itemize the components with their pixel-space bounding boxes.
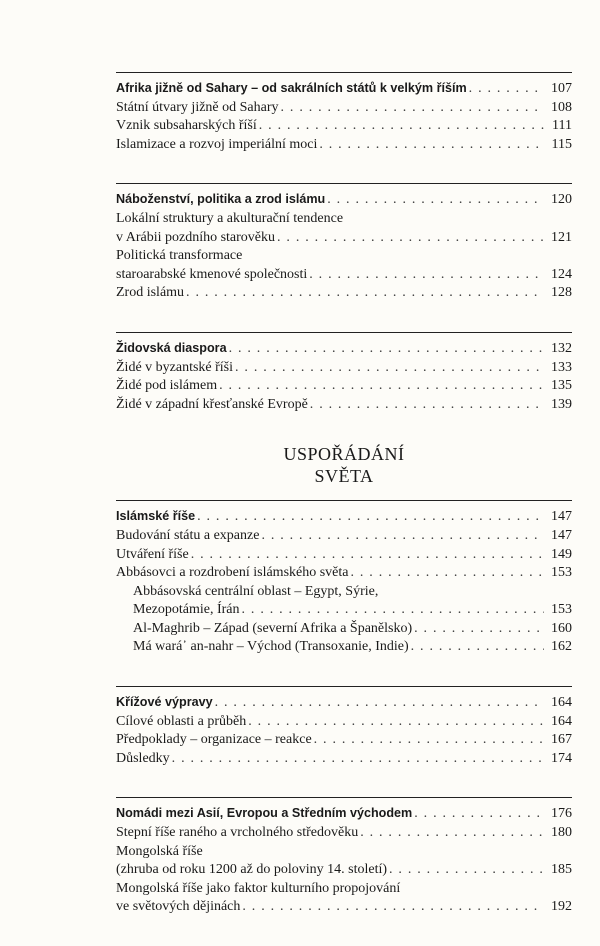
dot-leader: [215, 694, 544, 713]
section-heading: [116, 79, 572, 99]
entry-title-line: Lokální struktury a akulturační tendence: [116, 210, 344, 226]
toc-entry: [116, 564, 572, 583]
toc-entry: [116, 284, 572, 303]
page-number: 164: [551, 713, 572, 729]
page-number: 160: [551, 620, 572, 636]
dot-leader: [172, 750, 544, 769]
toc-entry: [116, 546, 572, 565]
entry-title: Důsledky: [116, 750, 170, 766]
toc-entry: [116, 638, 572, 657]
page-number: 108: [551, 99, 572, 115]
entry-title: Budování státu a expanze: [116, 527, 260, 543]
part-title-line1: USPOŘÁDÁNÍ: [283, 444, 405, 465]
page-number: 121: [551, 229, 572, 245]
toc-entry: [116, 620, 572, 639]
entry-title: Zrod islámu: [116, 285, 185, 301]
dot-leader: [219, 377, 544, 396]
page-number: 153: [551, 565, 572, 581]
page-number: 147: [551, 509, 572, 525]
toc-entry: [116, 731, 572, 750]
dot-leader: [229, 340, 544, 359]
dot-leader: [242, 601, 544, 620]
section-heading: [116, 693, 572, 713]
toc-entry: [116, 117, 572, 136]
page-number: 139: [551, 396, 572, 412]
dot-leader: [248, 713, 544, 732]
page-number: 176: [551, 806, 572, 822]
entry-title: Abbásovci a rozdrobení islámského světa: [116, 565, 349, 581]
entry-title-line: Abbásovská centrální oblast – Egypt, Sýrie,: [133, 583, 379, 599]
part-title: [116, 443, 572, 487]
dot-leader: [327, 191, 544, 210]
page-number: 147: [551, 527, 572, 543]
page-number: 149: [551, 546, 572, 562]
dot-leader: [351, 564, 545, 583]
dot-leader: [411, 638, 544, 657]
section-heading: [116, 804, 572, 824]
toc-entry: [116, 527, 572, 546]
entry-title-line: Politická transformace: [116, 248, 243, 264]
entry-title: Má wará᾽ an-nahr – Východ (Transoxanie, Indie): [133, 639, 409, 655]
section-title: Náboženství, politika a zrod islámu: [116, 192, 326, 207]
page-number: 167: [551, 732, 572, 748]
toc-entry: [116, 861, 572, 880]
entry-title: v Arábii pozdního starověku: [116, 229, 276, 245]
toc-entry: [116, 377, 572, 396]
dot-leader: [414, 805, 544, 824]
page-number: 120: [551, 192, 572, 208]
entry-title: Židé pod islámem: [116, 378, 218, 394]
page-number: 107: [551, 81, 572, 96]
dot-leader: [281, 99, 544, 118]
table-of-contents: [116, 72, 572, 946]
dot-leader: [310, 396, 544, 415]
toc-entry: [116, 136, 572, 155]
entry-title: Al-Maghrib – Západ (severní Afrika a Španělsko): [133, 620, 413, 636]
toc-entry: [116, 229, 572, 248]
toc-entry: [116, 898, 572, 917]
section-heading: [116, 339, 572, 359]
dot-leader: [261, 527, 544, 546]
dot-leader: [314, 731, 544, 750]
page-number: 153: [551, 602, 572, 618]
dot-leader: [319, 136, 544, 155]
page-number: 115: [551, 136, 572, 152]
dot-leader: [277, 229, 544, 248]
toc-section: [116, 72, 572, 154]
dot-leader: [414, 620, 544, 639]
section-title: Islámské říše: [116, 509, 196, 524]
section-title: Nomádi mezi Asií, Evropou a Středním východem: [116, 806, 413, 821]
toc-entry: [116, 750, 572, 769]
entry-title: Cílové oblasti a průběh: [116, 713, 247, 729]
toc-entry: [116, 396, 572, 415]
toc-section: [116, 332, 572, 414]
section-title: Židovská diaspora: [116, 340, 227, 355]
toc-entry: [116, 824, 572, 843]
page-number: 128: [551, 285, 572, 301]
toc-entry: [116, 359, 572, 378]
dot-leader: [242, 898, 544, 917]
entry-title: Stepní říše raného a vrcholného středověku: [116, 825, 359, 841]
dot-leader: [389, 861, 544, 880]
page-number: 192: [551, 899, 572, 915]
entry-title: Vznik subsaharských říší: [116, 118, 257, 134]
page-number: 185: [551, 862, 572, 878]
page-number: 174: [551, 750, 572, 766]
page-number: 180: [551, 825, 572, 841]
entry-title: (zhruba od roku 1200 až do poloviny 14. století): [116, 862, 388, 878]
toc-entry: [116, 266, 572, 285]
entry-title: staroarabské kmenové společnosti: [116, 266, 308, 282]
toc-entry: [116, 99, 572, 118]
page-number: 133: [551, 359, 572, 375]
entry-title: Židé v západní křesťanské Evropě: [116, 396, 308, 412]
part-title-line2: SVĚTA: [314, 466, 374, 487]
dot-leader: [259, 117, 544, 136]
entry-title: Mezopotámie, Írán: [133, 602, 240, 618]
dot-leader: [191, 546, 544, 565]
dot-leader: [469, 80, 544, 99]
dot-leader: [360, 824, 544, 843]
section-title: Afrika jižně od Sahary – od sakrálních států k velkým říším: [116, 81, 467, 95]
page-number: 111: [552, 118, 572, 134]
dot-leader: [186, 284, 544, 303]
toc-section: [116, 686, 572, 768]
page-number: 164: [551, 695, 572, 711]
entry-title: Utváření říše: [116, 546, 189, 562]
entry-title: Islamizace a rozvoj imperiální moci: [116, 136, 318, 152]
entry-title: ve světových dějinách: [116, 899, 241, 915]
entry-title: Předpoklady – organizace – reakce: [116, 732, 312, 748]
page-number: 135: [551, 378, 572, 394]
dot-leader: [235, 359, 544, 378]
page-number: 132: [551, 340, 572, 356]
dot-leader: [309, 266, 544, 285]
page-number: 124: [551, 266, 572, 282]
section-heading: [116, 507, 572, 527]
entry-title-line: Mongolská říše jako faktor kulturního propojování: [116, 880, 401, 896]
toc-entry: [116, 601, 572, 620]
toc-section: [116, 797, 572, 917]
entry-title: Státní útvary jižně od Sahary: [116, 99, 279, 115]
entry-title-line: Mongolská říše: [116, 843, 203, 859]
toc-section: [116, 500, 572, 657]
entry-title: Židé v byzantské říši: [116, 359, 234, 375]
section-heading: [116, 190, 572, 210]
toc-entry: [116, 713, 572, 732]
section-title: Křížové výpravy: [116, 695, 213, 710]
page-number: 162: [551, 639, 572, 655]
toc-section: [116, 183, 572, 303]
dot-leader: [197, 508, 544, 527]
